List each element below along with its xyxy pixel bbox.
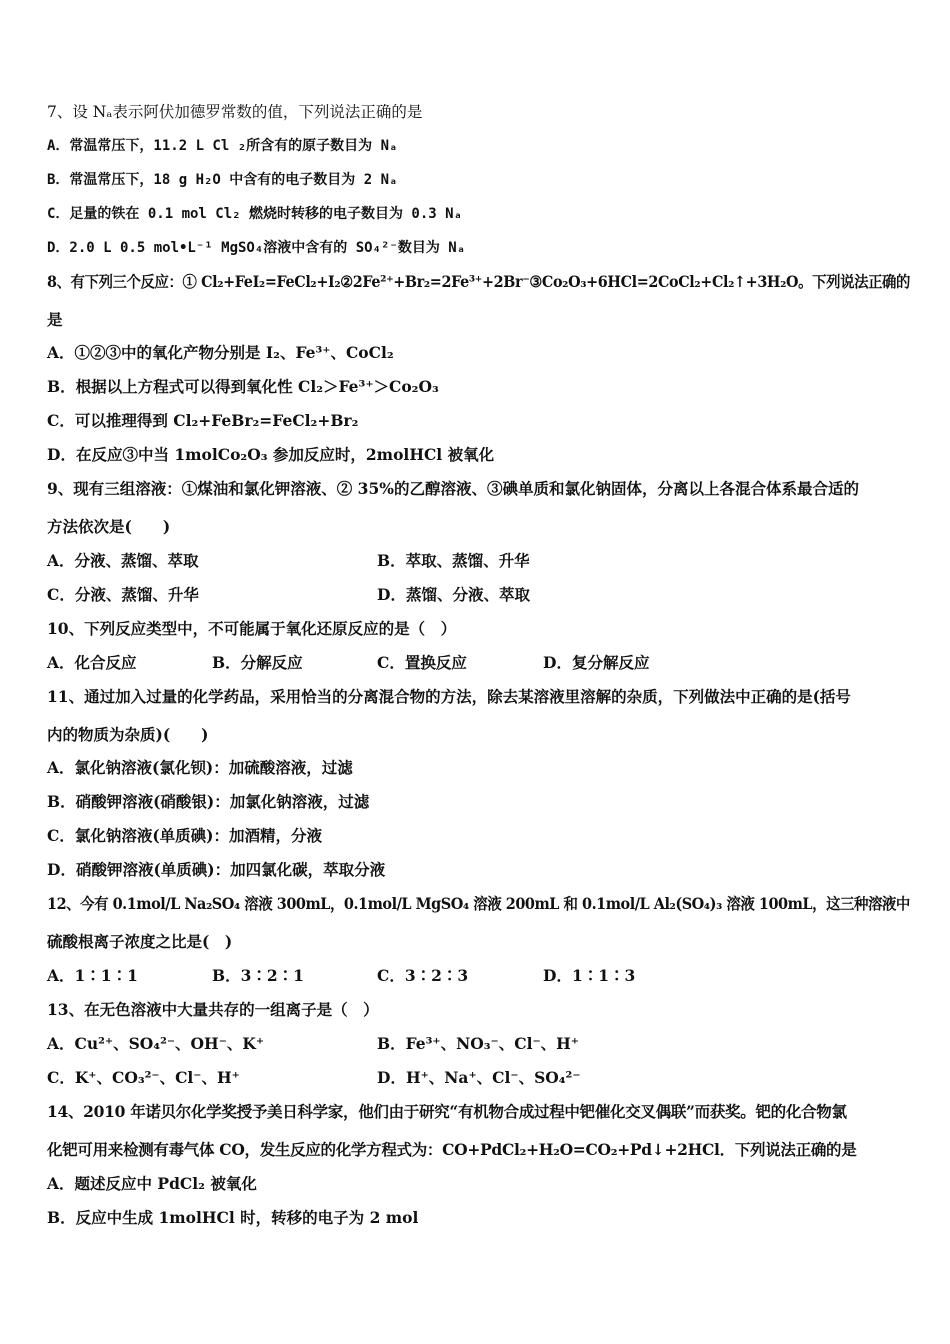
option-a: A．分液、蒸馏、萃取 bbox=[47, 551, 199, 570]
option-c: C．K⁺、CO₃²⁻、Cl⁻、H⁺ bbox=[47, 1068, 240, 1087]
option-b: B．硝酸钾溶液(硝酸银)：加氯化钠溶液，过滤 bbox=[47, 792, 370, 811]
option-d: D．在反应③中当 1molCo₂O₃ 参加反应时，2molHCl 被氧化 bbox=[47, 445, 495, 464]
option-a: A．1∶1∶1 bbox=[47, 966, 138, 985]
question-stem-continued: 是 bbox=[47, 310, 63, 329]
option-b: B．3∶2∶1 bbox=[212, 966, 304, 985]
option-c: C．足量的铁在 0.1 mol Cl₂ 燃烧时转移的电子数目为 0.3 Nₐ bbox=[47, 206, 463, 222]
option-c: C．可以推理得到 Cl₂+FeBr₂=FeCl₂+Br₂ bbox=[47, 411, 359, 430]
question-stem-continued: 化钯可用来检测有毒气体 CO，发生反应的化学方程式为：CO+PdCl₂+H₂O=CO₂+Pd↓+2HCl．下列说法正确的是 bbox=[47, 1140, 857, 1159]
option-a: A．Cu²⁺、SO₄²⁻、OH⁻、K⁺ bbox=[47, 1034, 265, 1053]
option-b: B．分解反应 bbox=[212, 653, 303, 672]
question-stem-continued: 内的物质为杂质)( ) bbox=[47, 725, 209, 744]
option-d: D．2.0 L 0.5 mol•L⁻¹ MgSO₄溶液中含有的 SO₄²⁻数目为 Nₐ bbox=[47, 240, 466, 256]
option-d: D．H⁺、Na⁺、Cl⁻、SO₄²⁻ bbox=[377, 1068, 581, 1087]
option-c: C．分液、蒸馏、升华 bbox=[47, 585, 199, 604]
option-a: A．常温常压下，11.2 L Cl ₂所含有的原子数目为 Nₐ bbox=[47, 138, 398, 154]
question-stem: 14、2010 年诺贝尔化学奖授予美日科学家，他们由于研究“有机物合成过程中钯催化交叉偶联”而获奖。钯的化合物氯 bbox=[47, 1102, 847, 1121]
option-b: B．Fe³⁺、NO₃⁻、Cl⁻、H⁺ bbox=[377, 1034, 579, 1053]
option-d: D．蒸馏、分液、萃取 bbox=[377, 585, 530, 604]
option-c: C．氯化钠溶液(单质碘)：加酒精，分液 bbox=[47, 826, 323, 845]
question-stem: 11、通过加入过量的化学药品，采用恰当的分离混合物的方法，除去某溶液里溶解的杂质，下列做法中正确的是(括号 bbox=[47, 687, 851, 706]
option-d: D．复分解反应 bbox=[543, 653, 650, 672]
question-stem: 8、有下列三个反应：① Cl₂+FeI₂=FeCl₂+I₂②2Fe²⁺+Br₂=2Fe³⁺+2Br⁻③Co₂O₃+6HCl=2CoCl₂+Cl₂↑+3H₂O。下列说法正确的 bbox=[47, 272, 911, 291]
option-a: A．①②③中的氧化产物分别是 I₂、Fe³⁺、CoCl₂ bbox=[47, 343, 394, 362]
option-a: A．化合反应 bbox=[47, 653, 137, 672]
option-d: D．硝酸钾溶液(单质碘)：加四氯化碳，萃取分液 bbox=[47, 860, 386, 879]
option-b: B．常温常压下，18 g H₂O 中含有的电子数目为 2 Nₐ bbox=[47, 172, 398, 188]
question-stem: 7、设 Nₐ表示阿伏加德罗常数的值，下列说法正确的是 bbox=[47, 103, 423, 121]
question-stem: 10、下列反应类型中，不可能属于氧化还原反应的是（ ） bbox=[47, 619, 457, 638]
option-b: B．根据以上方程式可以得到氧化性 Cl₂＞Fe³⁺＞Co₂O₃ bbox=[47, 377, 439, 396]
option-b: B．萃取、蒸馏、升华 bbox=[377, 551, 530, 570]
question-stem: 9、现有三组溶液：①煤油和氯化钾溶液、② 35%的乙醇溶液、③碘单质和氯化钠固体，分离以上各混合体系最合适的 bbox=[47, 479, 859, 498]
option-b: B．反应中生成 1molHCl 时，转移的电子为 2 mol bbox=[47, 1208, 419, 1227]
option-a: A．题述反应中 PdCl₂ 被氧化 bbox=[47, 1174, 257, 1193]
question-stem: 12、今有 0.1mol/L Na₂SO₄ 溶液 300mL，0.1mol/L MgSO₄ 溶液 200mL 和 0.1mol/L Al₂(SO₄)₃ 溶液 100mL，这三种溶液中 bbox=[47, 894, 910, 913]
question-stem-continued: 方法依次是( ) bbox=[47, 517, 171, 536]
option-c: C．3∶2∶3 bbox=[377, 966, 469, 985]
question-stem: 13、在无色溶液中大量共存的一组离子是（ ） bbox=[47, 1000, 379, 1019]
option-d: D．1∶1∶3 bbox=[543, 966, 636, 985]
option-c: C．置换反应 bbox=[377, 653, 467, 672]
question-stem-continued: 硫酸根离子浓度之比是( ) bbox=[47, 932, 233, 951]
option-a: A．氯化钠溶液(氯化钡)：加硫酸溶液，过滤 bbox=[47, 758, 353, 777]
